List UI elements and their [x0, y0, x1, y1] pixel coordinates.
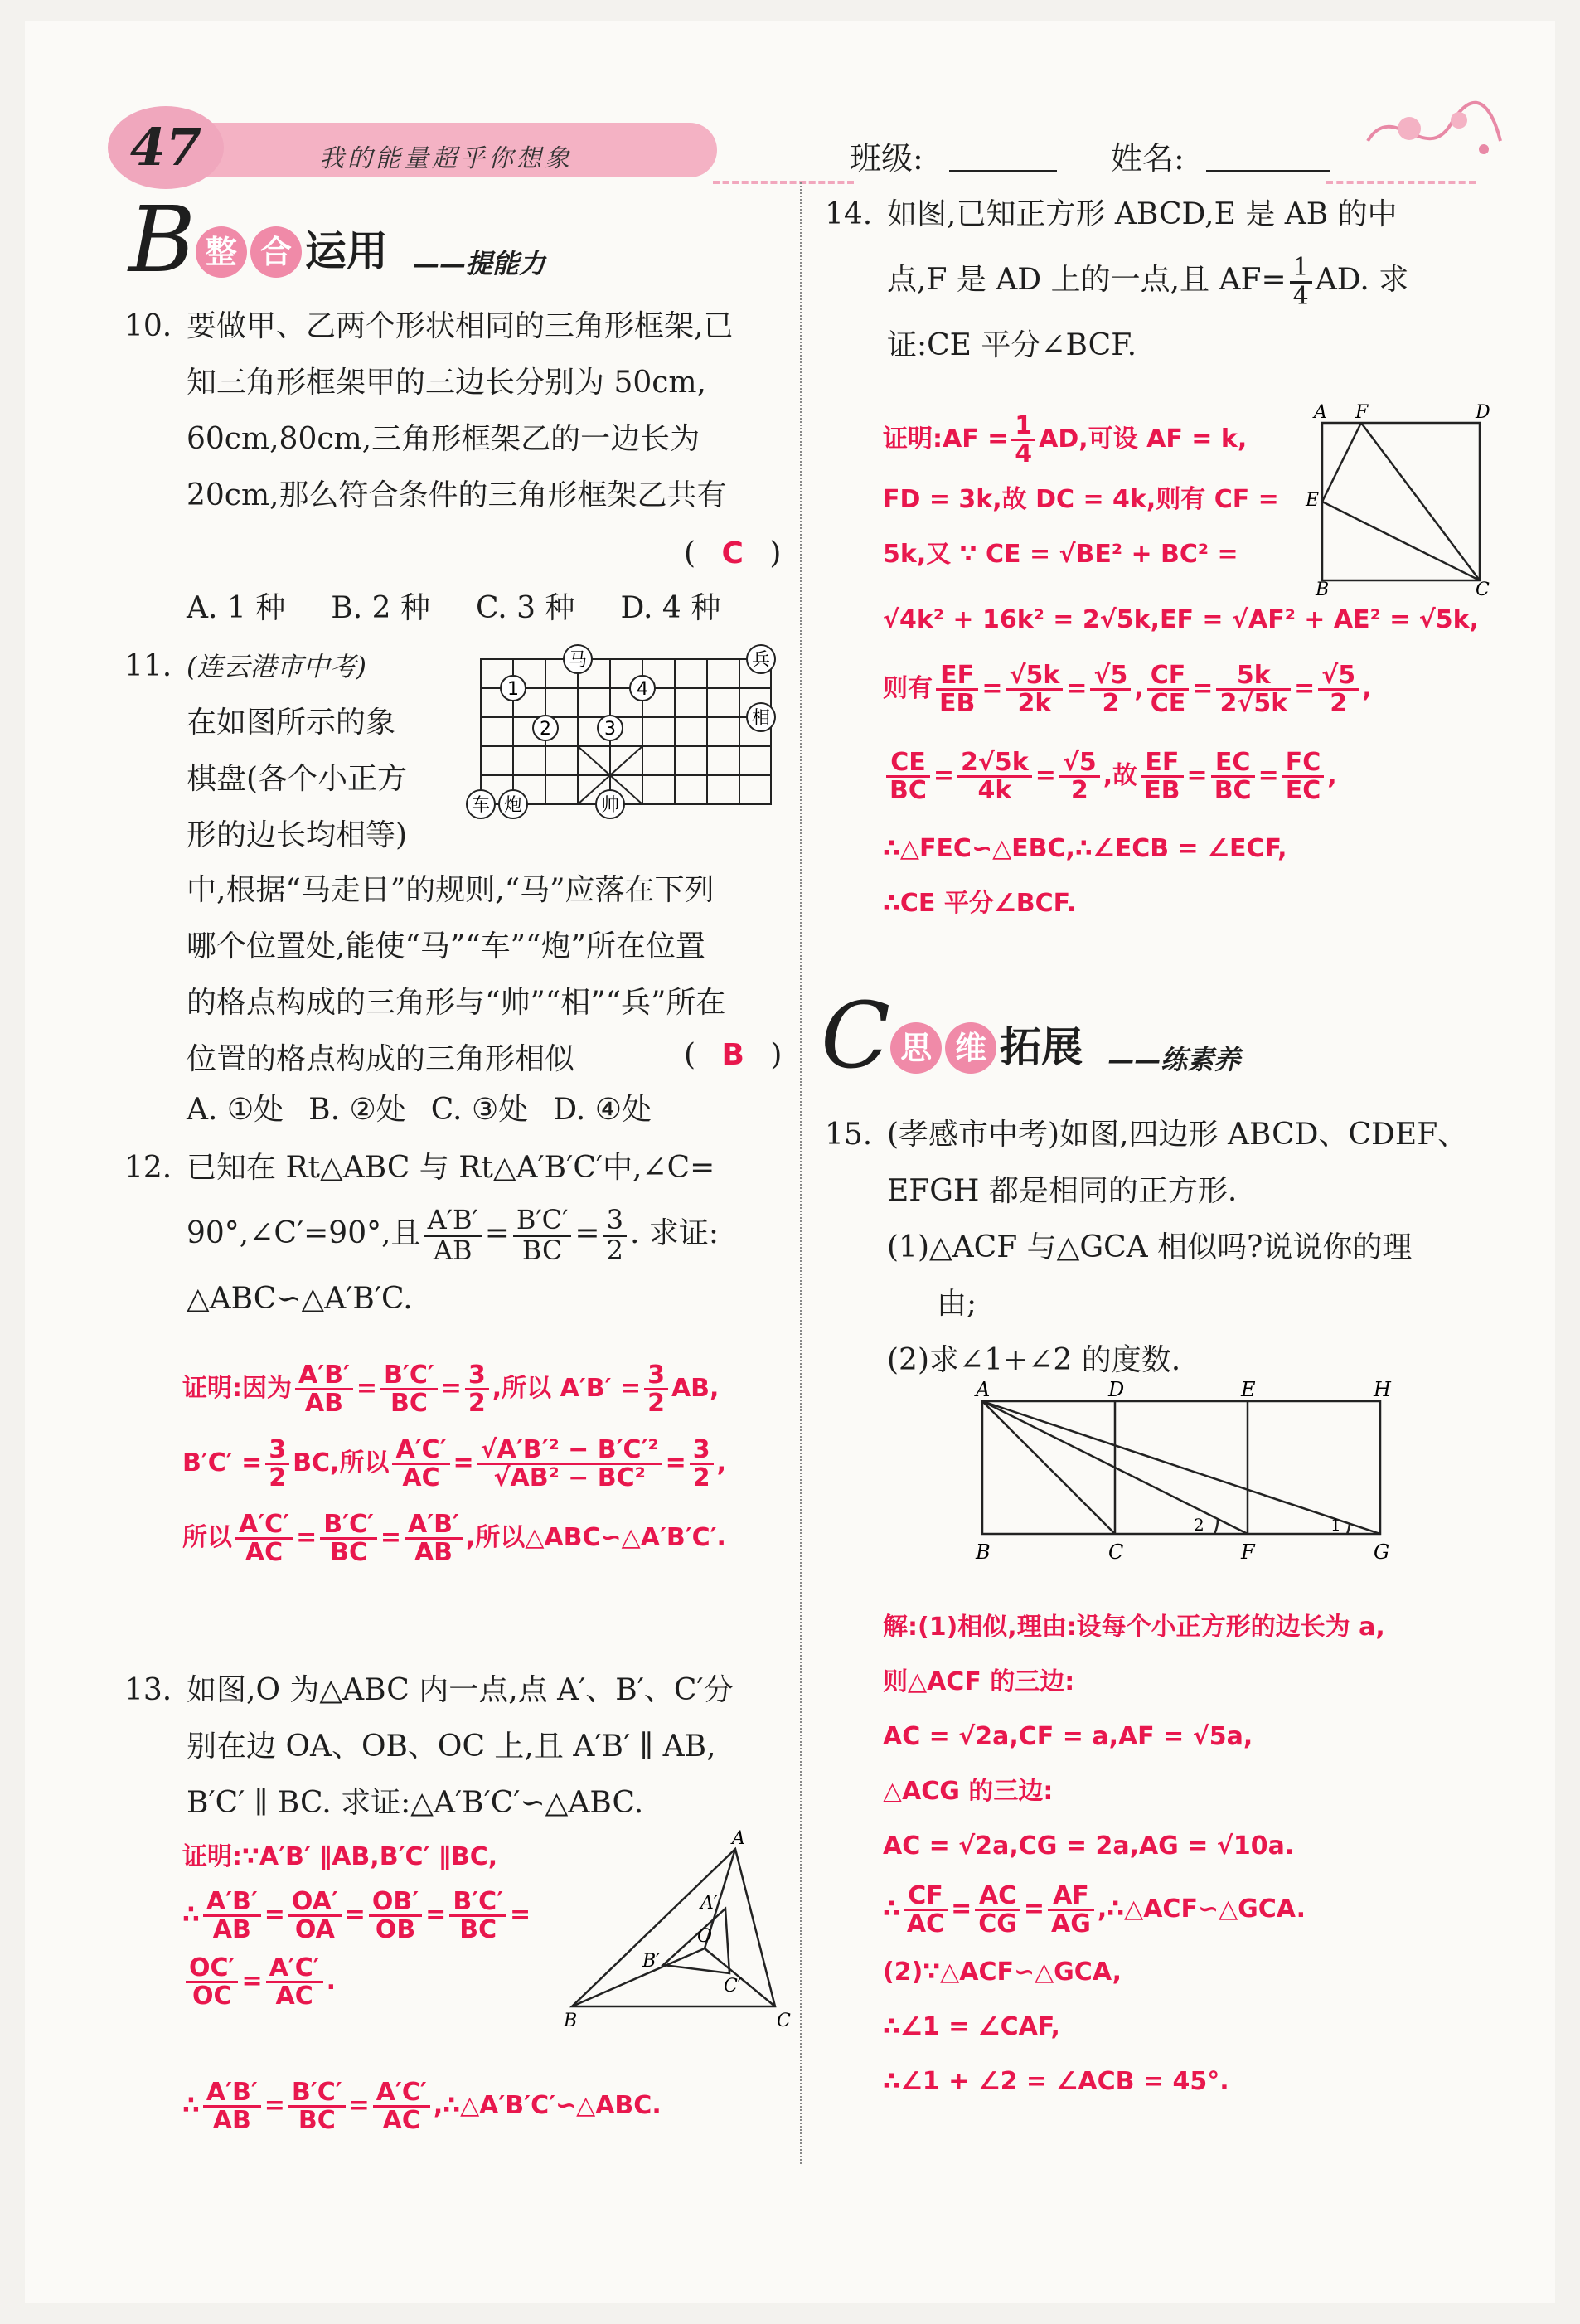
paren-close: ): [769, 536, 782, 570]
fraction-num: CE: [886, 750, 930, 779]
piece-elephant: 相: [751, 708, 771, 729]
t: ∴△A′B′C′∽△ABC.: [443, 2091, 662, 2120]
section-c-subtitle: ——练素养: [1107, 1044, 1241, 1075]
q14-number: 14.: [825, 197, 873, 231]
q13-stem: [187, 1662, 792, 1832]
fraction-num: 3: [603, 1206, 627, 1237]
equals: =: [665, 1448, 686, 1477]
point-2: 2: [540, 719, 551, 740]
label-B: B: [564, 2011, 578, 2031]
fraction-num: √A′B′² − B′C′²: [477, 1437, 662, 1466]
fraction-den: AC: [382, 2106, 420, 2135]
name-label: 姓名:: [1111, 140, 1185, 177]
q15-stem: [887, 1107, 1542, 1389]
fraction-den: 4: [1015, 439, 1033, 468]
fraction-num: A′B′: [424, 1206, 482, 1237]
q15-sol-line: 则△ACF 的三边:: [883, 1667, 1075, 1696]
q14-line: 证:CE 平分∠BCF.: [887, 328, 1137, 362]
q11-line: 中,根据“马走日”的规则,“马”应落在下列: [187, 873, 715, 907]
q10-answer: C: [721, 536, 744, 570]
equals: =: [296, 1523, 317, 1552]
choice-c[interactable]: C. ③处: [430, 1093, 529, 1127]
section-c-bubble-1: 思: [890, 1022, 942, 1074]
equals: =: [574, 1216, 600, 1250]
q13-solution: [182, 1832, 564, 2015]
chess-board-figure: [471, 650, 783, 821]
fraction-den: 2: [1330, 689, 1348, 718]
label-F: F: [1241, 1540, 1255, 1564]
q14-sol-line: 5k,又 ∵ CE = √BE² + BC² =: [883, 540, 1238, 569]
fraction-den: BC: [459, 1915, 497, 1944]
label-A: A: [976, 1378, 991, 1401]
fraction-den: OB: [375, 1915, 416, 1944]
fraction-den: AB: [304, 1389, 343, 1418]
fraction-num: EF: [936, 662, 978, 691]
q15-line: (2)求∠1+∠2 的度数.: [887, 1343, 1181, 1377]
label-G: G: [1374, 1540, 1390, 1564]
q10-choices: [187, 585, 783, 627]
t: ,所以 A′B′ =: [492, 1374, 642, 1403]
t: ,∴△ACF∽△GCA.: [1097, 1895, 1306, 1924]
equals: =: [484, 1216, 510, 1250]
piece-chariot: 车: [471, 795, 491, 816]
label-C: C: [777, 2011, 791, 2031]
q11-answer-box[interactable]: [684, 1028, 782, 1083]
label-D: D: [1108, 1378, 1125, 1401]
fraction-num: OB′: [369, 1889, 422, 1918]
q11-line: 在如图所示的象: [187, 706, 396, 740]
label-E: E: [1306, 490, 1320, 511]
fraction-num: A′B′: [405, 1511, 463, 1540]
fraction-den: AB: [212, 2106, 251, 2135]
q14-sol-line: ∴CE 平分∠BCF.: [883, 889, 1077, 918]
choice-b[interactable]: B. 2 种: [331, 591, 430, 625]
q12-line: [187, 1196, 792, 1271]
q10-stem: [187, 298, 783, 524]
q13-line: 如图,O 为△ABC 内一点,点 A′、B′、C′分: [187, 1673, 734, 1707]
fraction-den: AB: [433, 1234, 473, 1266]
fraction-num: CF: [904, 1883, 948, 1912]
q13-sol-line: 证明:∵A′B′ ∥AB,B′C′ ∥BC,: [182, 1842, 498, 1871]
fraction-num: 3: [265, 1437, 289, 1466]
q11-line: 位置的格点构成的三角形相似: [187, 1042, 575, 1076]
fraction-den: 2: [692, 1463, 710, 1492]
q14-line: 如图,已知正方形 ABCD,E 是 AB 的中: [887, 197, 1398, 231]
section-b-bubble-1: 整: [196, 226, 247, 278]
q13-sol-line: $\frac{OC'}{OC}$ = $\frac{A'C'}{AC}$ .: [182, 1948, 564, 2015]
q15-sol-line: (2)∵△ACF∽△GCA,: [883, 1958, 1122, 1987]
q13-line: B′C′ ∥ BC. 求证:△A′B′C′∽△ABC.: [187, 1786, 644, 1820]
fraction-den: BC: [390, 1389, 428, 1418]
fraction-den: BC: [330, 1538, 367, 1567]
label-F: F: [1355, 402, 1369, 423]
fraction-den: BC: [1214, 776, 1252, 805]
fraction-num: CF: [1147, 662, 1190, 691]
q11-line: 哪个位置处,能使“马”“车”“炮”所在位置: [187, 929, 705, 963]
fraction-den: BC: [889, 776, 927, 805]
fraction-num: AF: [1048, 1883, 1094, 1912]
label-C: C: [1476, 580, 1490, 600]
page-number: 47: [108, 106, 224, 189]
q11-number: 11.: [124, 649, 172, 683]
fraction-num: OC′: [186, 1955, 238, 1984]
fraction-den: 2: [468, 1389, 486, 1418]
q11-line: 形的边长均相等): [187, 818, 408, 852]
q15-line: (1)△ACF 与△GCA 相似吗?说说你的理: [887, 1230, 1413, 1264]
q13-number: 13.: [124, 1673, 172, 1707]
fraction-num: B′C′: [449, 1889, 506, 1918]
choice-c[interactable]: C. 3 种: [475, 591, 575, 625]
fraction-den: CG: [978, 1909, 1017, 1938]
equals: =: [356, 1374, 378, 1403]
fraction-den: 2: [1070, 776, 1088, 805]
fraction-num: 1: [1290, 255, 1312, 284]
q12-sol-line: [182, 1351, 796, 1426]
fraction-num: A′C′: [266, 1955, 323, 1984]
choice-a[interactable]: A. ①处: [187, 1093, 284, 1127]
fraction-den: AC: [906, 1909, 945, 1938]
q12-sol-line: B′C′ = $\frac{3}{2}$ BC,所以 $\frac{A'C'}{AC}$ = $\frac{\text{√A′B′² − B′C′²}}{\text{√AB² − BC²}}$ = $\frac{3}{2}$ ,: [182, 1434, 726, 1492]
q10-answer-box[interactable]: [684, 526, 781, 581]
q11-choices: [187, 1086, 783, 1128]
q14-stem: [887, 187, 1492, 374]
q10-line: 60cm,80cm,三角形框架乙的一边长为: [187, 422, 700, 456]
fraction-num: AC: [975, 1883, 1020, 1912]
q13-triangle-figure: [560, 1828, 796, 2031]
equals: =: [440, 1374, 462, 1403]
fraction-num: A′C′: [373, 2079, 430, 2108]
label-H: H: [1374, 1378, 1391, 1401]
q10-line: 要做甲、乙两个形状相同的三角形框架,已: [187, 309, 734, 343]
fraction-num: 3: [644, 1362, 668, 1391]
t: ,故: [1103, 761, 1138, 790]
fraction-num: B′C′: [380, 1362, 438, 1391]
q11-stem-left: [187, 638, 460, 864]
fraction-num: A′C′: [392, 1437, 449, 1466]
q11-line: 的格点构成的三角形与“帅”“相”“兵”所在: [187, 986, 726, 1020]
fraction-num: B′C′: [320, 1511, 377, 1540]
label-B1: B′: [642, 1951, 661, 1972]
q15-line: (孝感市中考)如图,四边形 ABCD、CDEF、: [887, 1118, 1468, 1152]
q14-solution-top: [883, 406, 1297, 582]
choice-d[interactable]: D. ④处: [553, 1093, 652, 1127]
fraction-den: AG: [1051, 1909, 1091, 1938]
fraction-den: AC: [275, 1982, 313, 2011]
q12-sol-line: [182, 1501, 796, 1575]
fraction-den: BC: [521, 1234, 563, 1266]
piece-horse: 马: [568, 650, 588, 671]
section-c-bubble-2: 维: [945, 1022, 996, 1074]
q15-line: EFGH 都是相同的正方形.: [887, 1174, 1238, 1208]
q12-stem: [187, 1140, 792, 1327]
paren-close: ): [770, 1038, 783, 1072]
column-divider: [800, 182, 802, 2164]
t: AB,: [671, 1374, 720, 1403]
q15-number: 15.: [825, 1118, 873, 1152]
q13-conclusion: ∴ $\frac{A'B'}{AB}$ = $\frac{B'C'}{BC}$ = $\frac{A'C'}{AC}$ ,∴△A′B′C′∽△ABC.: [182, 2077, 662, 2135]
q10-line: 知三角形框架甲的三边长分别为 50cm,: [187, 366, 706, 400]
t: ,所以△ABC∽△A′B′C′.: [465, 1523, 726, 1552]
t: ∴: [883, 1895, 900, 1924]
q13-sol-line: ∴ $\frac{A'B'}{AB}$ = $\frac{OA'}{OA}$ = $\frac{OB'}{OB}$ = $\frac{B'C'}{BC}$ =: [182, 1886, 531, 1944]
q12-number: 12.: [124, 1151, 172, 1185]
fraction-den: √AB² − BC²: [493, 1463, 646, 1492]
q15-sol-line: △ACG 的三边:: [883, 1777, 1054, 1806]
q11-answer: B: [721, 1038, 744, 1072]
angle-2-label: 2: [1194, 1515, 1204, 1535]
fraction-den: 2: [647, 1389, 665, 1418]
q15-line: 由;: [937, 1287, 977, 1321]
t: B′C′ =: [182, 1448, 263, 1477]
text: 90°,∠C′=90°,且: [187, 1216, 421, 1250]
fraction-num: B′C′: [288, 2079, 346, 2108]
header-dashes-right: [1326, 181, 1476, 184]
t: ∴: [182, 2091, 200, 2120]
section-b-bubble-2: 合: [250, 226, 302, 278]
q14-sol-line: √4k² + 16k² = 2√5k,EF = √AF² + AE² = √5k,: [883, 605, 1479, 634]
fraction-num: EC: [1211, 750, 1255, 779]
t: 点,F 是 AD 上的一点,且 AF=: [887, 263, 1287, 297]
label-C1: C′: [724, 1976, 742, 1997]
label-E: E: [1241, 1378, 1256, 1401]
point-3: 3: [604, 719, 616, 740]
fraction-num: 2√5k: [957, 750, 1032, 779]
fraction-num: A′B′: [203, 1889, 261, 1918]
section-b-letter: B: [128, 187, 196, 293]
paren-open: (: [684, 536, 696, 570]
angle-1-label: 1: [1330, 1515, 1341, 1535]
fraction-den: CE: [1150, 689, 1186, 718]
q15-sol-line: ∴∠1 + ∠2 = ∠ACB = 45°.: [883, 2067, 1229, 2096]
fraction-den: 2: [606, 1234, 623, 1266]
t: BC,所以: [293, 1448, 390, 1477]
header-dashes-left: [713, 181, 854, 184]
q12-line: 已知在 Rt△ABC 与 Rt△A′B′C′中,∠C=: [187, 1151, 715, 1185]
floral-ornament-icon: [1359, 91, 1509, 174]
class-blank[interactable]: [949, 170, 1057, 172]
q15-sol-line: AC = √2a,CG = 2a,AG = √10a.: [883, 1832, 1295, 1861]
t: 证明:AF =: [883, 425, 1009, 454]
choice-a[interactable]: A. 1 种: [187, 591, 286, 625]
label-D: D: [1476, 402, 1490, 423]
fraction-den: 2: [1102, 689, 1120, 718]
fraction-num: √5k: [1006, 662, 1064, 691]
label-B: B: [976, 1540, 991, 1564]
point-1: 1: [507, 679, 519, 700]
t: 则有: [883, 674, 933, 703]
fraction-den: 2: [269, 1463, 287, 1492]
fraction-den: OA: [294, 1915, 335, 1944]
label-A: A: [1314, 402, 1327, 423]
q15-squares-figure: [966, 1376, 1397, 1592]
q15-sol-line: AC = √2a,CF = a,AF = √5a,: [883, 1722, 1253, 1751]
q15-sol-line: 解:(1)相似,理由:设每个小正方形的边长为 a,: [883, 1613, 1385, 1642]
fraction-num: √5: [1090, 662, 1131, 691]
fraction-num: B′C′: [513, 1206, 572, 1237]
label-A: A: [732, 1828, 745, 1849]
q14-solution: [883, 593, 1529, 931]
paren-open: (: [684, 1038, 696, 1072]
class-label: 班级:: [850, 140, 923, 177]
header-slogan: 我的能量超乎你想象: [319, 144, 573, 173]
fraction-num: √5: [1318, 662, 1359, 691]
q15-solution: [883, 1600, 1538, 2109]
q12-line: △ABC∽△A′B′C.: [187, 1282, 413, 1316]
q14-sol-line: ∴△FEC∽△EBC,∴∠ECB = ∠ECF,: [883, 834, 1287, 863]
q14-sol-line: [883, 406, 1297, 473]
t: 证明:因为: [182, 1374, 292, 1403]
q10-line: 20cm,那么符合条件的三角形框架乙共有: [187, 478, 727, 512]
q10-number: 10.: [124, 309, 172, 343]
fraction-den: 4k: [977, 776, 1012, 805]
label-O: O: [697, 1926, 713, 1947]
q13-line: 别在边 OA、OB、OC 上,且 A′B′ ∥ AB,: [187, 1730, 716, 1764]
section-b-heading: [128, 187, 545, 293]
t: 所以: [182, 1523, 232, 1552]
q14-line: [887, 243, 1492, 318]
fraction-num: 3: [465, 1362, 489, 1391]
q11-line: 棋盘(各个小正方: [187, 762, 408, 796]
name-blank[interactable]: [1206, 170, 1330, 172]
section-b-title: 运用: [304, 227, 388, 275]
q14-square-figure: [1306, 398, 1496, 600]
t: AD. 求: [1315, 263, 1409, 297]
choice-b[interactable]: B. ②处: [308, 1093, 406, 1127]
fraction-num: FC: [1282, 750, 1325, 779]
fraction-den: AC: [245, 1538, 284, 1567]
equals: =: [380, 1523, 402, 1552]
fraction-den: BC: [298, 2106, 336, 2135]
fraction-den: 2√5k: [1219, 689, 1288, 718]
piece-marshal: 帅: [600, 795, 620, 816]
fraction-den: OC: [191, 1982, 232, 2011]
fraction-den: AB: [212, 1915, 251, 1944]
equals: =: [453, 1448, 474, 1477]
fraction-num: A′C′: [235, 1511, 293, 1540]
t: ∴: [182, 1900, 200, 1929]
fraction-num: OA′: [288, 1889, 342, 1918]
q14-sol-line: FD = 3k,故 DC = 4k,则有 CF =: [883, 485, 1279, 514]
fraction-den: AC: [402, 1463, 440, 1492]
fraction-num: A′B′: [203, 2079, 261, 2108]
q14-sol-line: 则有 $\frac{EF}{EB}$ = $\frac{√5k}{2k}$ = $\frac{√5}{2}$ , $\frac{CF}{CE}$ = $\frac{5k}{2√5k}$ = $\frac{√5}{2}$ ,: [883, 660, 1372, 718]
fraction-den: 2k: [1017, 689, 1052, 718]
t: AD,可设 AF = k,: [1039, 425, 1248, 454]
label-C: C: [1108, 1540, 1124, 1564]
fraction-den: EC: [1285, 776, 1321, 805]
q12-solution: [182, 1351, 796, 1575]
fraction-den: EB: [1144, 776, 1180, 805]
section-c-letter: C: [821, 982, 891, 1089]
choice-d[interactable]: D. 4 种: [620, 591, 721, 625]
section-c-title: 拓展: [1000, 1023, 1083, 1071]
q11-source: (连云港市中考): [187, 651, 366, 682]
point-4: 4: [637, 679, 648, 700]
fraction-num: EF: [1141, 750, 1183, 779]
q15-sol-line: ∴∠1 = ∠CAF,: [883, 2012, 1060, 2041]
section-c-heading: [821, 982, 1240, 1089]
fraction-num: A′B′: [295, 1362, 353, 1391]
fraction-num: 5k: [1216, 662, 1291, 691]
fraction-num: 1: [1011, 413, 1035, 442]
fraction-den: AB: [414, 1538, 453, 1567]
fraction-den: 4: [1292, 281, 1309, 311]
section-b-subtitle: ——提能力: [412, 248, 545, 279]
fraction-num: 3: [690, 1437, 714, 1466]
q14-sol-line: $\frac{CE}{BC}$ = $\frac{2√5k}{4k}$ = $\frac{√5}{2}$ ,故 $\frac{EF}{EB}$ = $\frac{EC}{BC}$ = $\frac{FC}{EC}$ ,: [883, 730, 1529, 822]
fraction-num: √5: [1059, 750, 1100, 779]
piece-cannon: 炮: [503, 795, 523, 816]
label-B: B: [1316, 580, 1330, 600]
text: . 求证:: [629, 1216, 719, 1250]
fraction-den: EB: [939, 689, 976, 718]
piece-soldier: 兵: [751, 650, 771, 671]
label-A1: A′: [700, 1893, 718, 1914]
q15-sol-line: ∴ $\frac{CF}{AC}$ = $\frac{AC}{CG}$ = $\frac{AF}{AG}$ ,∴△ACF∽△GCA.: [883, 1880, 1306, 1938]
